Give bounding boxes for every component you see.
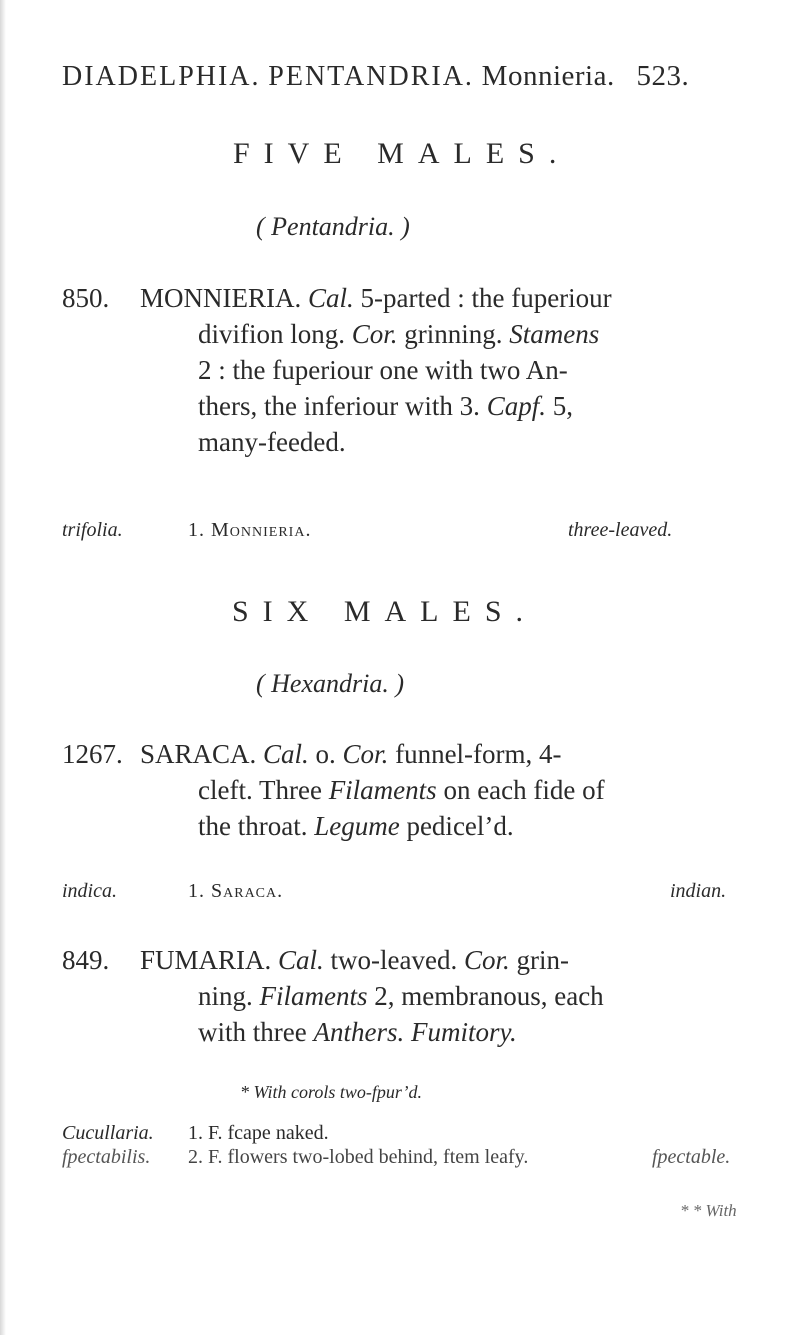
entry-number: 849.	[62, 945, 110, 975]
text: 5,	[552, 391, 573, 421]
text: thers, the inferiour with 3.	[198, 391, 480, 421]
text: funnel-form, 4-	[395, 739, 562, 769]
species-latin-cucullaria	[62, 1122, 154, 1145]
term-fumitory: Fumitory.	[410, 1017, 517, 1047]
term-cor: Cor.	[464, 945, 510, 975]
term-cor: Cor.	[342, 739, 389, 769]
text: two-leaved.	[330, 945, 458, 975]
species-english-monnieria	[568, 519, 672, 542]
entry-line-2	[198, 772, 605, 808]
text: divifion long.	[198, 319, 345, 349]
term-cor: Cor.	[351, 319, 398, 349]
section-title-six-males: SIX MALES.	[232, 595, 538, 628]
species-latin: Cucullaria.	[62, 1122, 154, 1144]
species-name: 1. Monnieria.	[188, 519, 312, 541]
entry-line-1	[140, 280, 612, 316]
genus-name: MONNIERIA.	[140, 283, 302, 313]
text: cleft. Three	[198, 775, 322, 805]
species-description: 1. F. fcape naked.	[188, 1122, 329, 1144]
entry-849	[62, 942, 762, 1062]
text: ning.	[198, 981, 253, 1011]
text: with three	[198, 1017, 307, 1047]
genus-name: FUMARIA.	[140, 945, 272, 975]
species-latin: indica.	[62, 880, 117, 902]
entry-line-4	[198, 388, 573, 424]
entry-number: 1267.	[62, 739, 123, 769]
species-english-saraca	[670, 880, 726, 903]
page-number: 523.	[636, 60, 690, 92]
species-english: indian.	[670, 880, 727, 902]
term-cal: Cal.	[278, 945, 324, 975]
species-latin: fpectabilis.	[62, 1146, 151, 1168]
species-description: 2. F. flowers two-lobed behind, ftem leafy.	[188, 1146, 529, 1168]
text: 2, membranous, each	[374, 981, 604, 1011]
text: o.	[315, 739, 336, 769]
species-english-spectabilis	[652, 1146, 730, 1169]
catchword: * * With	[680, 1201, 737, 1220]
entry-line-2	[198, 978, 604, 1014]
species-english: three-leaved.	[568, 519, 673, 541]
entry-line-3	[198, 808, 514, 844]
term-capf: Capf.	[486, 391, 546, 421]
term-legume: Legume	[314, 811, 400, 841]
species-english: fpectable.	[652, 1146, 731, 1168]
header-class: DIADELPHIA.	[62, 61, 261, 92]
page-edge-shadow	[0, 0, 6, 1335]
species-text-spectabilis	[188, 1146, 528, 1169]
section-subtitle-hexandria: ( Hexandria. )	[256, 669, 405, 698]
species-name-monnieria	[188, 519, 311, 542]
species-latin-saraca	[62, 880, 117, 903]
term-filaments: Filaments	[328, 775, 437, 805]
entry-number: 850.	[62, 283, 110, 313]
section-subtitle-pentandria: ( Pentandria. )	[256, 212, 410, 241]
species-text-cucullaria	[188, 1122, 329, 1145]
species-row-monnieria	[62, 519, 123, 542]
term-anthers: Anthers.	[313, 1017, 405, 1047]
text: grin-	[516, 945, 570, 975]
term-cal: Cal.	[308, 283, 354, 313]
entry-line-5: many-feeded.	[198, 427, 346, 457]
header-order: PENTANDRIA.	[268, 61, 474, 92]
entry-line-1	[140, 942, 569, 978]
entry-850	[62, 280, 762, 480]
entry-line-3: 2 : the fuperiour one with two An-	[198, 355, 568, 385]
subgroup-note: * With corols two-fpur’d.	[240, 1082, 423, 1102]
term-cal: Cal.	[263, 739, 309, 769]
text: 5-parted : the fuperiour	[360, 283, 612, 313]
entry-1267	[62, 736, 762, 856]
species-latin: trifolia.	[62, 519, 123, 541]
term-stamens: Stamens	[509, 319, 600, 349]
entry-line-1	[140, 736, 562, 772]
running-header	[62, 60, 689, 93]
header-genus: Monnieria.	[481, 60, 615, 92]
text: grinning.	[404, 319, 503, 349]
term-filaments: Filaments	[259, 981, 368, 1011]
entry-line-3	[198, 1014, 517, 1050]
species-name: 1. Saraca.	[188, 880, 284, 902]
text: pedicel’d.	[406, 811, 514, 841]
genus-name: SARACA.	[140, 739, 257, 769]
text: the throat.	[198, 811, 308, 841]
section-title-five-males: FIVE MALES.	[233, 137, 571, 170]
species-name-saraca	[188, 880, 283, 903]
entry-line-2	[198, 316, 599, 352]
species-latin-spectabilis	[62, 1146, 150, 1169]
text: on each fide of	[443, 775, 605, 805]
